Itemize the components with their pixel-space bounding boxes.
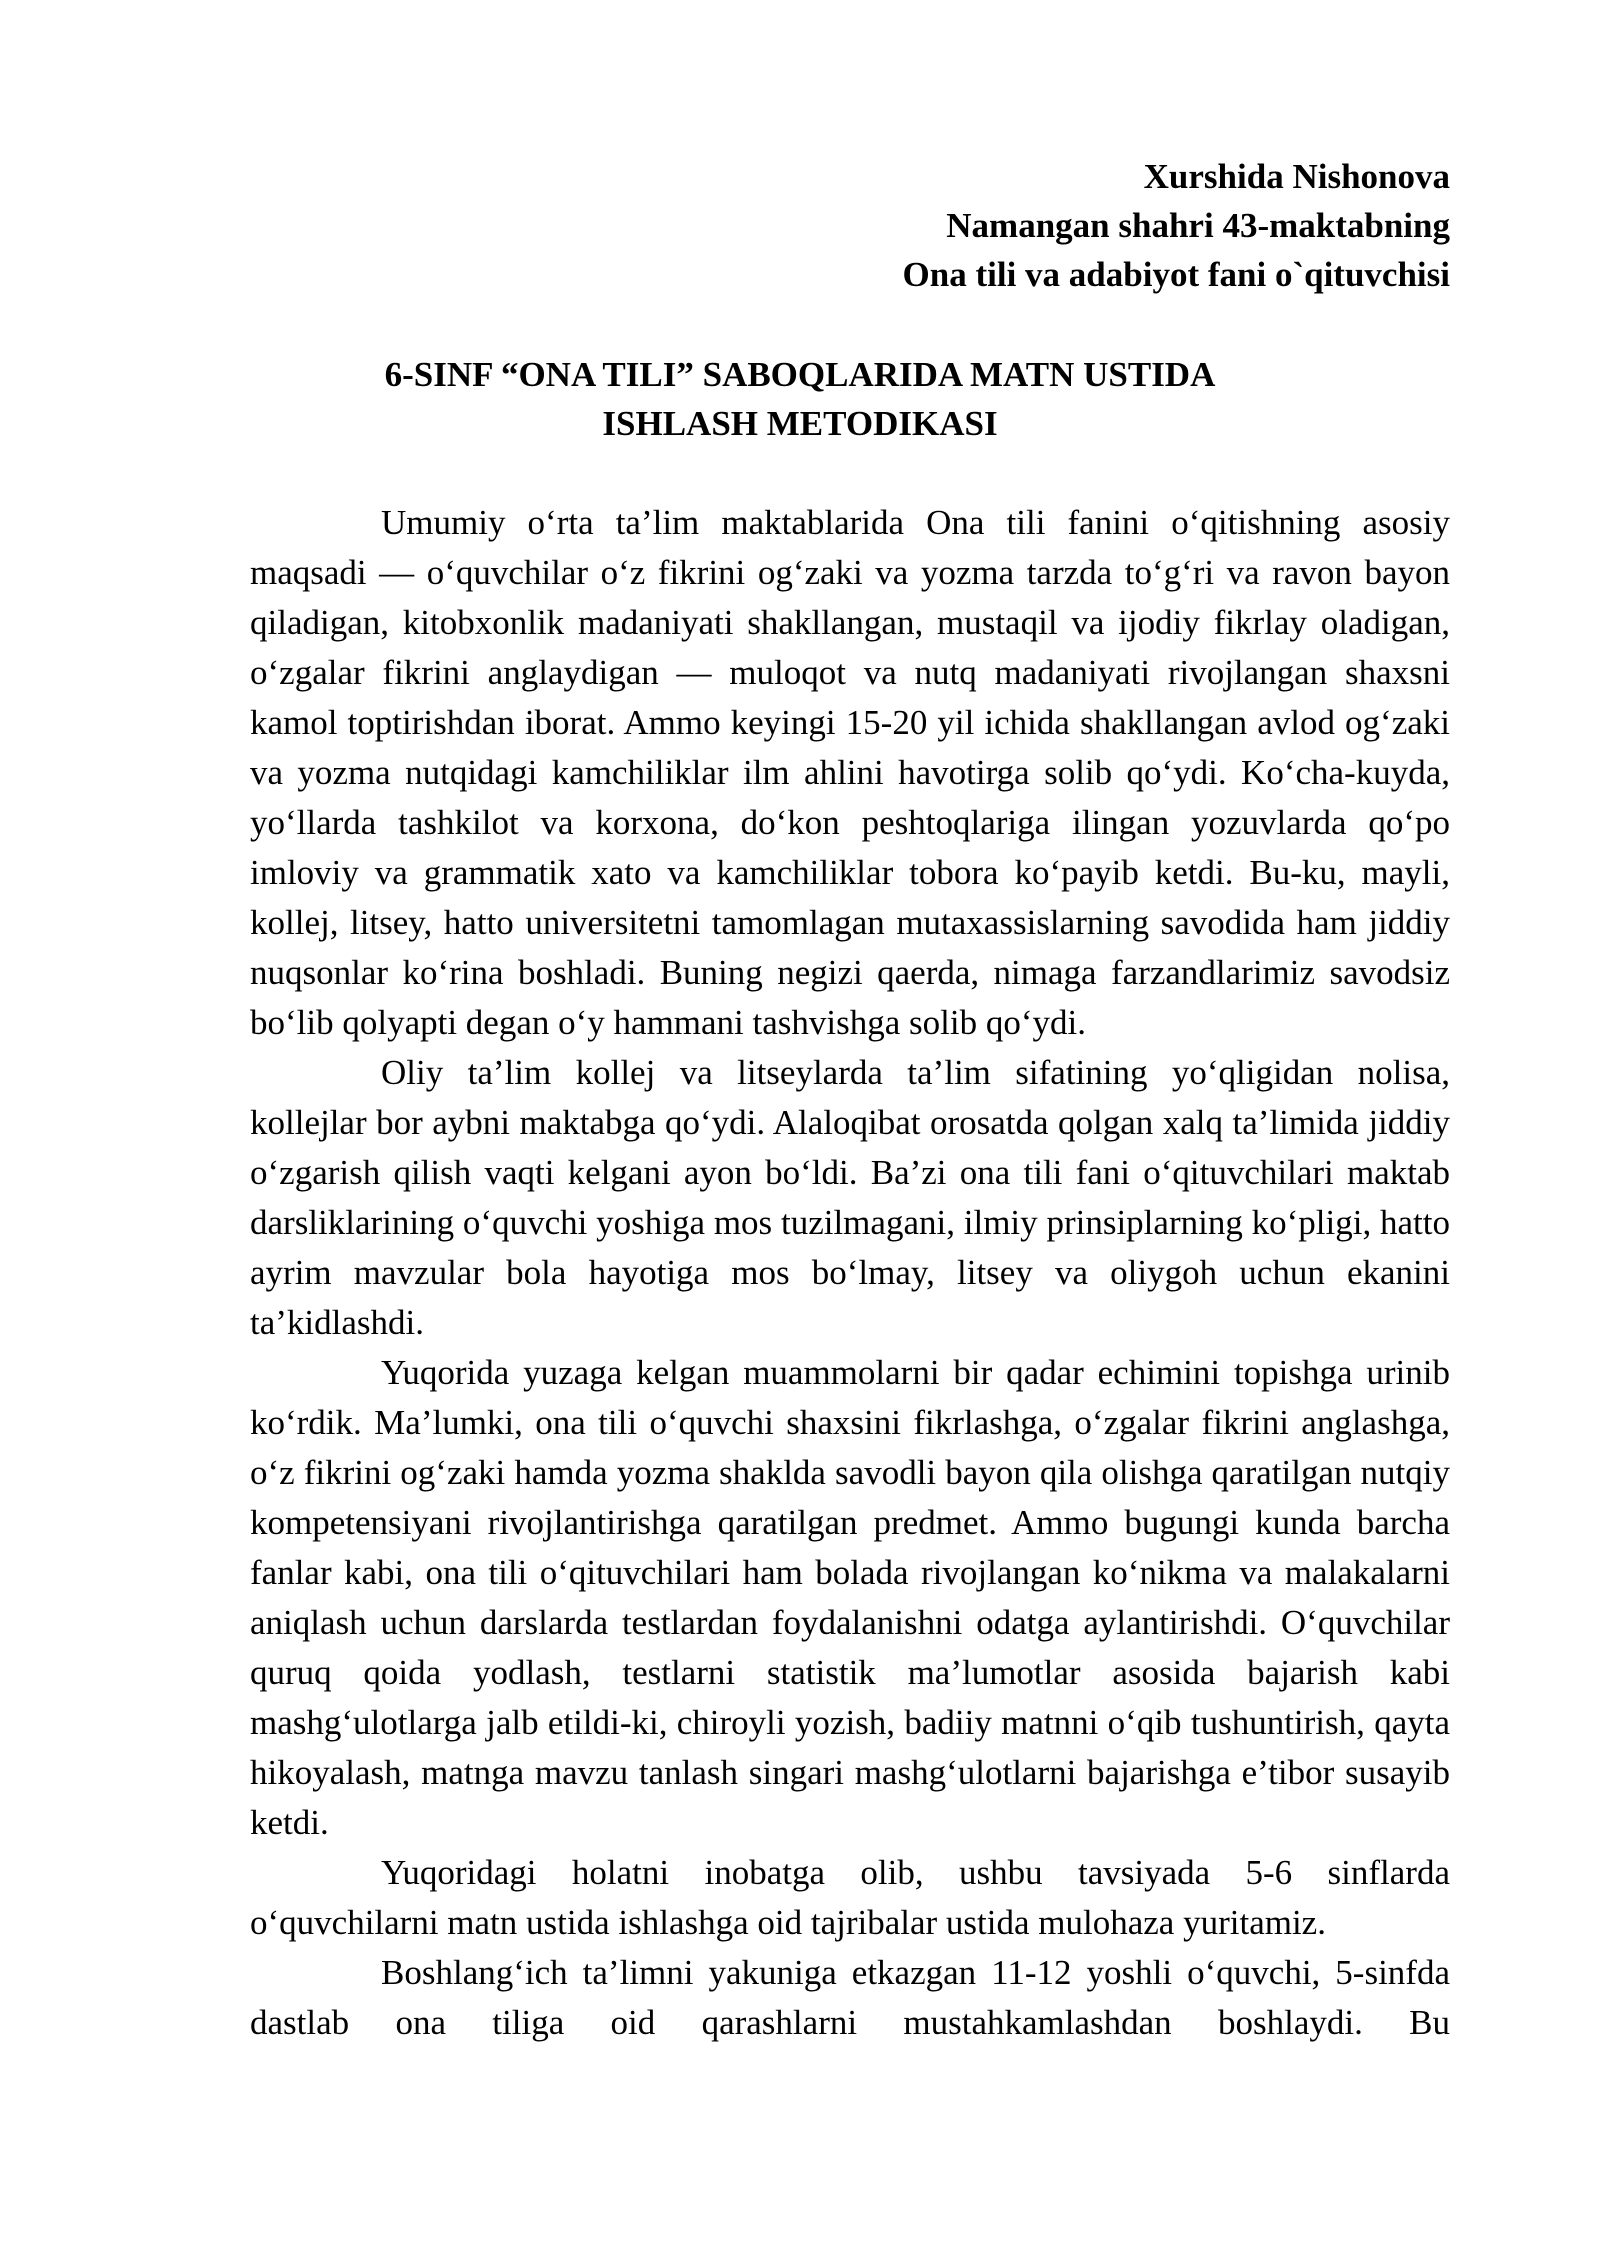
author-name: Xurshida Nishonova bbox=[1143, 157, 1450, 196]
author-affiliation: Namangan shahri 43-maktabning bbox=[946, 206, 1450, 245]
author-position: Ona tili va adabiyot fani o`qituvchisi bbox=[902, 255, 1450, 294]
article-title bbox=[250, 350, 1350, 448]
article-body bbox=[250, 498, 1450, 2048]
paragraph: Yuqorida yuzaga kelgan muammolarni bir qadar echimini topishga urinib ko‘rdik. Ma’lumki, ona tili o‘quvchi shaxsini fikrlashga, o‘zgalar fikrini anglashga, o‘z fikrini og‘zaki hamda yozma shaklda savodli bayon qila olishga qaratilgan nutqiy kompetensiyani rivojlantirishga qaratilgan predmet. Ammo bugungi kunda barcha fanlar kabi, ona tili o‘qituvchilari ham bolada rivojlangan ko‘nikma va malakalarni aniqlash uchun darslarda testlardan foydalanishni odatga aylantirishdi. O‘quvchilar quruq qoida yodlash, testlarni statistik ma’lumotlar asosida bajarish kabi mashg‘ulotlarga jalb etildi-ki, chiroyli yozish, badiiy matnni o‘qib tushuntirish, qayta hikoyalash, matnga mavzu tanlash singari mashg‘ulotlarni bajarishga e’tibor susayib ketdi. bbox=[250, 1353, 1450, 1842]
title-line-2: ISHLASH METODIKASI bbox=[602, 404, 998, 443]
paragraph: Yuqoridagi holatni inobatga olib, ushbu tavsiyada 5-6 sinflarda o‘quvchilarni matn ustida ishlashga oid tajribalar ustida mulohaza yuritamiz. bbox=[250, 1853, 1450, 1942]
paragraph: Boshlang‘ich ta’limni yakuniga etkazgan 11-12 yoshli o‘quvchi, 5-sinfda dastlab ona tiliga oid qarashlarni mustahkamlashdan boshlaydi. Bu bbox=[250, 1953, 1450, 2042]
paragraph: Oliy ta’lim kollej va litseylarda ta’lim sifatining yo‘qligidan nolisa, kollejlar bor aybni maktabga qo‘ydi. Alaloqibat orosatda qolgan xalq ta’limida jiddiy o‘zgarish qilish vaqti kelgani ayon bo‘ldi. Ba’zi ona tili fani o‘qituvchilari maktab darsliklarining o‘quvchi yoshiga mos tuzilmagani, ilmiy prinsiplarning ko‘pligi, hatto ayrim mavzular bola hayotiga mos bo‘lmay, litsey va oliygoh uchun ekanini ta’kidlashdi. bbox=[250, 1053, 1450, 1342]
title-line-1: 6-SINF “ONA TILI” SABOQLARIDA MATN USTIDA bbox=[384, 355, 1216, 394]
author-block bbox=[903, 152, 1450, 299]
paragraph: Umumiy o‘rta ta’lim maktablarida Ona tili fanini o‘qitishning asosiy maqsadi — o‘quvchilar o‘z fikrini og‘zaki va yozma tarzda to‘g‘ri va ravon bayon qiladigan, kitobxonlik madaniyati shakllangan, mustaqil va ijodiy fikrlay oladigan, o‘zgalar fikrini anglaydigan — muloqot va nutq madaniyati rivojlangan shaxsni kamol toptirishdan iborat. Ammo keyingi 15-20 yil ichida shakllangan avlod og‘zaki va yozma nutqidagi kamchiliklar ilm ahlini havotirga solib qo‘ydi. Ko‘cha-kuyda, yo‘llarda tashkilot va korxona, do‘kon peshtoqlariga ilingan yozuvlarda qo‘po imloviy va grammatik xato va kamchiliklar tobora ko‘payib ketdi. Bu-ku, mayli, kollej, litsey, hatto universitetni tamomlagan mutaxassislarning savodida ham jiddiy nuqsonlar ko‘rina boshladi. Buning negizi qaerda, nimaga farzandlarimiz savodsiz bo‘lib qolyapti degan o‘y hammani tashvishga solib qo‘ydi. bbox=[250, 503, 1450, 1042]
